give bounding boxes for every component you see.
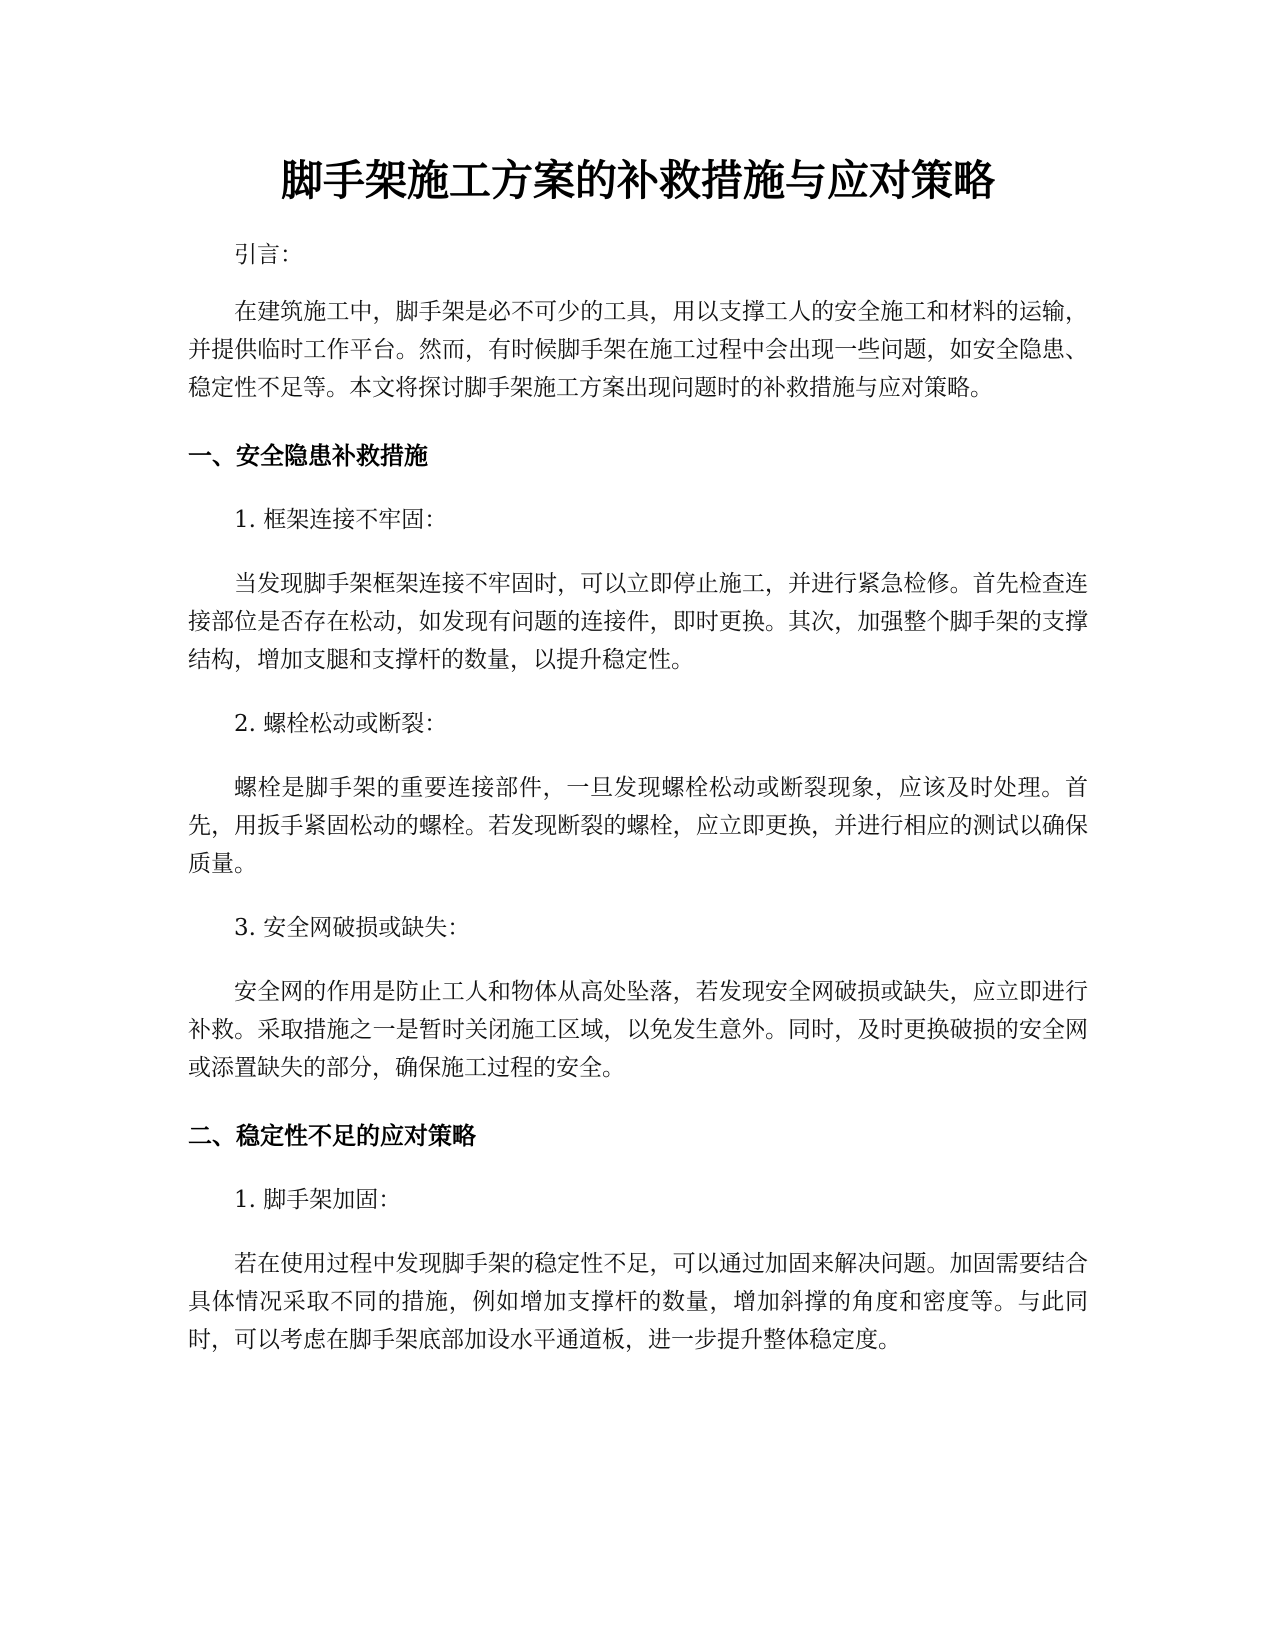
- section-2-heading: 二、稳定性不足的应对策略: [188, 1122, 476, 1150]
- section-1-item-3-body: 安全网的作用是防止工人和物体从高处坠落，若发现安全网破损或缺失，应立即进行补救。采取措施之一是暂时关闭施工区域，以免发生意外。同时，及时更换破损的安全网或添置缺失的部分，确保施工过程的安全。: [188, 979, 1088, 1081]
- section-1-item-1-body: 当发现脚手架框架连接不牢固时，可以立即停止施工，并进行紧急检修。首先检查连接部位是否存在松动，如发现有问题的连接件，即时更换。其次，加强整个脚手架的支撑结构，增加支腿和支撑杆的数量，以提升稳定性。: [188, 571, 1088, 673]
- section-2-item-1-body: 若在使用过程中发现脚手架的稳定性不足，可以通过加固来解决问题。加固需要结合具体情况采取不同的措施，例如增加支撑杆的数量，增加斜撑的角度和密度等。与此同时，可以考虑在脚手架底部加设水平通道板，进一步提升整体稳定度。: [188, 1251, 1088, 1353]
- section-1-heading: 一、安全隐患补救措施: [188, 442, 428, 470]
- section-1-item-2-body: 螺栓是脚手架的重要连接部件，一旦发现螺栓松动或断裂现象，应该及时处理。首先，用扳手紧固松动的螺栓。若发现断裂的螺栓，应立即更换，并进行相应的测试以确保质量。: [188, 775, 1088, 877]
- intro-paragraph: 在建筑施工中，脚手架是必不可少的工具，用以支撑工人的安全施工和材料的运输，并提供临时工作平台。然而，有时候脚手架在施工过程中会出现一些问题，如安全隐患、稳定性不足等。本文将探讨脚手架施工方案出现问题时的补救措施与应对策略。: [188, 299, 1088, 401]
- document-title: 脚手架施工方案的补救措施与应对策略: [280, 156, 995, 205]
- section-1-item-3-title: 3. 安全网破损或缺失：: [234, 915, 471, 941]
- section-2-item-1-title: 1. 脚手架加固：: [234, 1187, 402, 1213]
- section-1-item-1-title: 1. 框架连接不牢固：: [234, 507, 448, 533]
- intro-label: 引言：: [234, 242, 303, 268]
- document-body: [188, 148, 1088, 1359]
- section-1-item-2-title: 2. 螺栓松动或断裂：: [234, 711, 448, 737]
